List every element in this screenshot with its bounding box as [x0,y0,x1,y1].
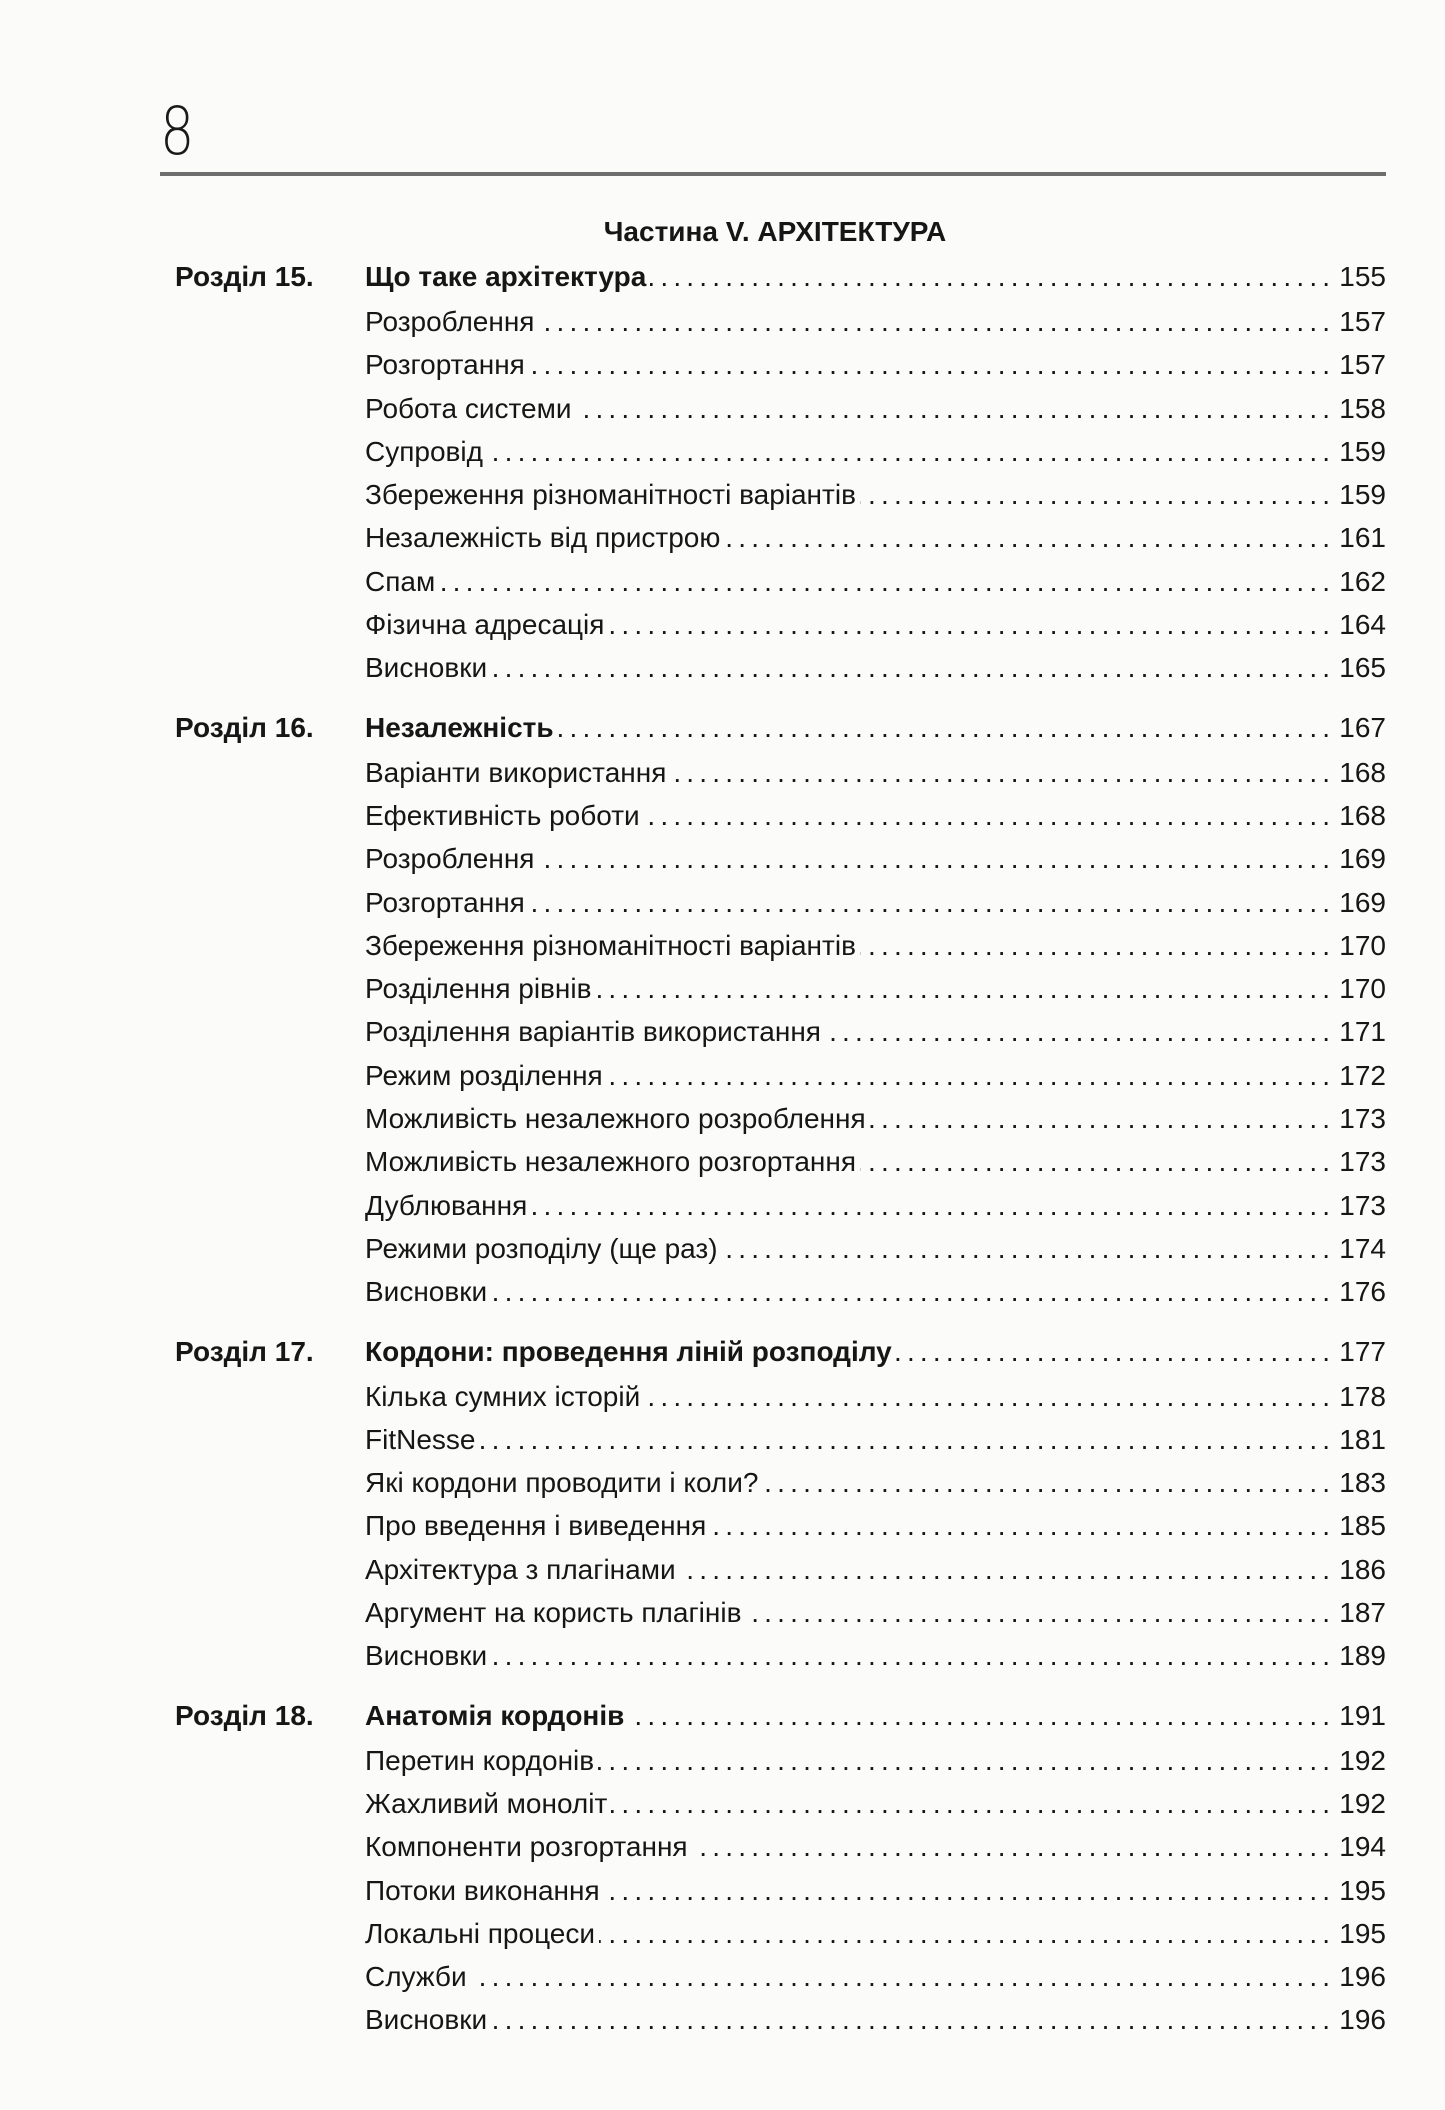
chapter-block [175,253,1386,690]
section-title: Висновки [365,2004,488,2036]
page-ref: 161 [1339,522,1386,554]
dot-leader [670,751,1335,794]
section-title: Висновки [365,1276,488,1308]
section-title: Розроблення [365,843,535,875]
dot-leader [558,704,1336,751]
page-ref: 168 [1339,799,1386,831]
section-title: Ефективність роботи [365,799,640,831]
page-ref: 181 [1339,1423,1386,1455]
dot-leader [611,1782,1335,1825]
table-of-contents [175,253,1386,2056]
entry [365,1097,1386,1140]
toc-section-entry[interactable] [175,343,1386,386]
dot-leader [762,1461,1335,1504]
section-title: Про введення і виведення [365,1510,707,1542]
entry [365,1328,1386,1375]
section-title: Архітектура з плагінами [365,1553,676,1585]
entry [365,1998,1386,2041]
entry [365,603,1386,646]
toc-section-entry[interactable] [175,430,1386,473]
entry [365,751,1386,794]
toc-section-entry[interactable] [175,387,1386,430]
section-title: Які кордони проводити і коли? [365,1467,759,1499]
section-title: Режим розділення [365,1059,603,1091]
entry [365,881,1386,924]
dot-leader [896,1328,1336,1375]
entry [365,1184,1386,1227]
dot-leader [710,1504,1335,1547]
entry [365,1548,1386,1591]
entry [365,1912,1386,1955]
page-ref: 187 [1339,1597,1386,1629]
toc-section-entry[interactable] [175,1955,1386,1998]
entry [365,1504,1386,1547]
entry [365,343,1386,386]
page-ref: 195 [1339,1917,1386,1949]
entry [365,1054,1386,1097]
page-ref: 155 [1339,261,1386,292]
section-title: Перетин кордонів [365,1744,595,1776]
dot-leader [471,1955,1336,1998]
page-ref: 170 [1339,929,1386,961]
dot-leader [529,343,1335,386]
dot-leader [825,1010,1335,1053]
toc-section-entry[interactable] [175,751,1386,794]
toc-chapter-entry[interactable] [175,1692,1386,1739]
section-title: Жахливий моноліт [365,1787,608,1819]
dot-leader [439,560,1335,603]
page-ref: 165 [1339,652,1386,684]
chapter-block [175,1692,1386,2042]
toc-section-entry[interactable] [175,646,1386,689]
toc-chapter-entry[interactable] [175,253,1386,300]
section-title: Фізична адресація [365,609,605,641]
page-ref: 159 [1339,435,1386,467]
dot-leader [491,1270,1335,1313]
dot-leader [650,253,1335,300]
dot-leader [538,837,1335,880]
entry [365,967,1386,1010]
page-ref: 170 [1339,973,1386,1005]
dot-leader [531,1184,1335,1227]
entry [365,300,1386,343]
toc-section-entry[interactable] [175,1998,1386,2041]
entry [365,473,1386,516]
dot-leader [607,1054,1336,1097]
page-ref: 174 [1339,1232,1386,1264]
section-title: Служби [365,1961,467,1993]
section-title: Можливість незалежного розроблення [365,1103,866,1135]
section-title: Розгортання [365,886,525,918]
section-title: Розділення варіантів використання [365,1016,821,1048]
toc-section-entry[interactable] [175,1548,1386,1591]
toc-section-entry[interactable] [175,924,1386,967]
toc-section-entry[interactable] [175,516,1386,559]
toc-section-entry[interactable] [175,1869,1386,1912]
entry [365,794,1386,837]
entry [365,253,1386,300]
chapter-label: Розділ 16. [175,711,314,743]
section-title: Супровід [365,435,483,467]
chapter-block [175,1328,1386,1678]
entry [365,1461,1386,1504]
section-title: FitNesse [365,1423,476,1455]
section-title: Спам [365,565,436,597]
toc-section-entry[interactable] [175,300,1386,343]
entry [365,1375,1386,1418]
entry [365,1825,1386,1868]
section-title: Збереження різноманітності варіантів [365,929,856,961]
toc-section-entry[interactable] [175,1270,1386,1313]
toc-section-entry[interactable] [175,837,1386,880]
page-ref: 196 [1339,1961,1386,1993]
section-title: Робота системи [365,392,572,424]
chapter-title: Кордони: проведення ліній розподілу [365,1335,892,1367]
entry [365,1739,1386,1782]
section-title: Збереження різноманітності варіантів [365,479,856,511]
entry [365,1140,1386,1183]
section-title: Незалежність від пристрою [365,522,721,554]
entry [365,646,1386,689]
chapter-block [175,704,1386,1314]
dot-leader [860,473,1335,516]
section-title: Висновки [365,1640,488,1672]
entry [365,924,1386,967]
chapter-label: Розділ 18. [175,1699,314,1731]
dot-leader [479,1418,1335,1461]
dot-leader [628,1692,1335,1739]
page-ref: 191 [1339,1699,1386,1731]
page-ref: 164 [1339,609,1386,641]
entry [365,704,1386,751]
section-title: Компоненти розгортання [365,1831,688,1863]
chapter-label: Розділ 15. [175,261,314,292]
toc-section-entry[interactable] [175,1782,1386,1825]
toc-section-entry[interactable] [175,881,1386,924]
toc-section-entry[interactable] [175,1591,1386,1634]
page-ref: 168 [1339,756,1386,788]
dot-leader [745,1591,1335,1634]
page-ref: 183 [1339,1467,1386,1499]
page-ref: 196 [1339,2004,1386,2036]
toc-section-entry[interactable] [175,473,1386,516]
entry [365,1227,1386,1270]
dot-leader [538,300,1335,343]
toc-section-entry[interactable] [175,794,1386,837]
entry [365,1692,1386,1739]
page-ref: 159 [1339,479,1386,511]
page-ref: 178 [1339,1380,1386,1412]
entry [365,387,1386,430]
section-title: Дублювання [365,1189,528,1221]
toc-section-entry[interactable] [175,1010,1386,1053]
page-number: 8 [160,93,195,170]
header-rule [160,172,1386,176]
page-ref: 172 [1339,1059,1386,1091]
entry [365,430,1386,473]
toc-section-entry[interactable] [175,1054,1386,1097]
entry [365,1955,1386,1998]
entry [365,1418,1386,1461]
section-title: Режими розподілу (ще раз) [365,1232,718,1264]
page-ref: 186 [1339,1553,1386,1585]
page-ref: 169 [1339,843,1386,875]
section-title: Кілька сумних історій [365,1380,641,1412]
entry [365,1270,1386,1313]
section-title: Аргумент на користь плагінів [365,1597,742,1629]
page-ref: 167 [1339,711,1386,743]
entry [365,837,1386,880]
dot-leader [680,1548,1336,1591]
dot-leader [487,430,1335,473]
page-ref: 171 [1339,1016,1386,1048]
page-ref: 173 [1339,1146,1386,1178]
toc-section-entry[interactable] [175,560,1386,603]
toc-section-entry[interactable] [175,1504,1386,1547]
dot-leader [596,967,1336,1010]
toc-section-entry[interactable] [175,1140,1386,1183]
toc-section-entry[interactable] [175,1227,1386,1270]
dot-leader [860,1140,1335,1183]
page-ref: 158 [1339,392,1386,424]
dot-leader [599,1912,1335,1955]
chapter-label: Розділ 17. [175,1335,314,1367]
toc-chapter-entry[interactable] [175,1328,1386,1375]
toc-section-entry[interactable] [175,603,1386,646]
dot-leader [870,1097,1336,1140]
page-ref: 157 [1339,306,1386,337]
toc-section-entry[interactable] [175,1739,1386,1782]
entry [365,1010,1386,1053]
dot-leader [491,1634,1335,1677]
entry [365,560,1386,603]
section-title: Розділення рівнів [365,973,592,1005]
chapter-title: Анатомія кордонів [365,1699,625,1731]
dot-leader [529,881,1335,924]
dot-leader [692,1825,1336,1868]
entry [365,1634,1386,1677]
toc-section-entry[interactable] [175,1912,1386,1955]
entry [365,1591,1386,1634]
section-title: Висновки [365,652,488,684]
dot-leader [491,646,1335,689]
toc-section-entry[interactable] [175,1375,1386,1418]
dot-leader [576,387,1336,430]
dot-leader [860,924,1335,967]
page-ref: 173 [1339,1103,1386,1135]
page-ref: 192 [1339,1787,1386,1819]
chapter-title: Що таке архітектура [365,261,647,292]
page-ref: 195 [1339,1874,1386,1906]
dot-leader [604,1869,1336,1912]
toc-chapter-entry[interactable] [175,704,1386,751]
entry [365,1782,1386,1825]
toc-section-entry[interactable] [175,967,1386,1010]
chapter-title: Незалежність [365,711,554,743]
page-ref: 194 [1339,1831,1386,1863]
page-ref: 177 [1339,1335,1386,1367]
toc-section-entry[interactable] [175,1634,1386,1677]
dot-leader [644,1375,1335,1418]
toc-section-entry[interactable] [175,1097,1386,1140]
page-ref: 173 [1339,1189,1386,1221]
page-ref: 189 [1339,1640,1386,1672]
page-ref: 157 [1339,349,1386,381]
part-title: Частина V. АРХІТЕКТУРА [603,216,947,247]
section-title: Локальні процеси [365,1917,596,1949]
page-ref: 169 [1339,886,1386,918]
toc-section-entry[interactable] [175,1418,1386,1461]
section-title: Потоки виконання [365,1874,600,1906]
entry [365,1869,1386,1912]
dot-leader [644,794,1336,837]
section-title: Розроблення [365,306,535,337]
dot-leader [722,1227,1336,1270]
page-ref: 192 [1339,1744,1386,1776]
page-ref: 162 [1339,565,1386,597]
dot-leader [598,1739,1335,1782]
section-title: Розгортання [365,349,525,381]
toc-section-entry[interactable] [175,1184,1386,1227]
page-ref: 176 [1339,1276,1386,1308]
dot-leader [724,516,1335,559]
section-title: Можливість незалежного розгортання [365,1146,856,1178]
entry [365,516,1386,559]
dot-leader [491,1998,1335,2041]
dot-leader [608,603,1335,646]
toc-section-entry[interactable] [175,1461,1386,1504]
page-ref: 185 [1339,1510,1386,1542]
section-title: Варіанти використання [365,756,667,788]
toc-section-entry[interactable] [175,1825,1386,1868]
